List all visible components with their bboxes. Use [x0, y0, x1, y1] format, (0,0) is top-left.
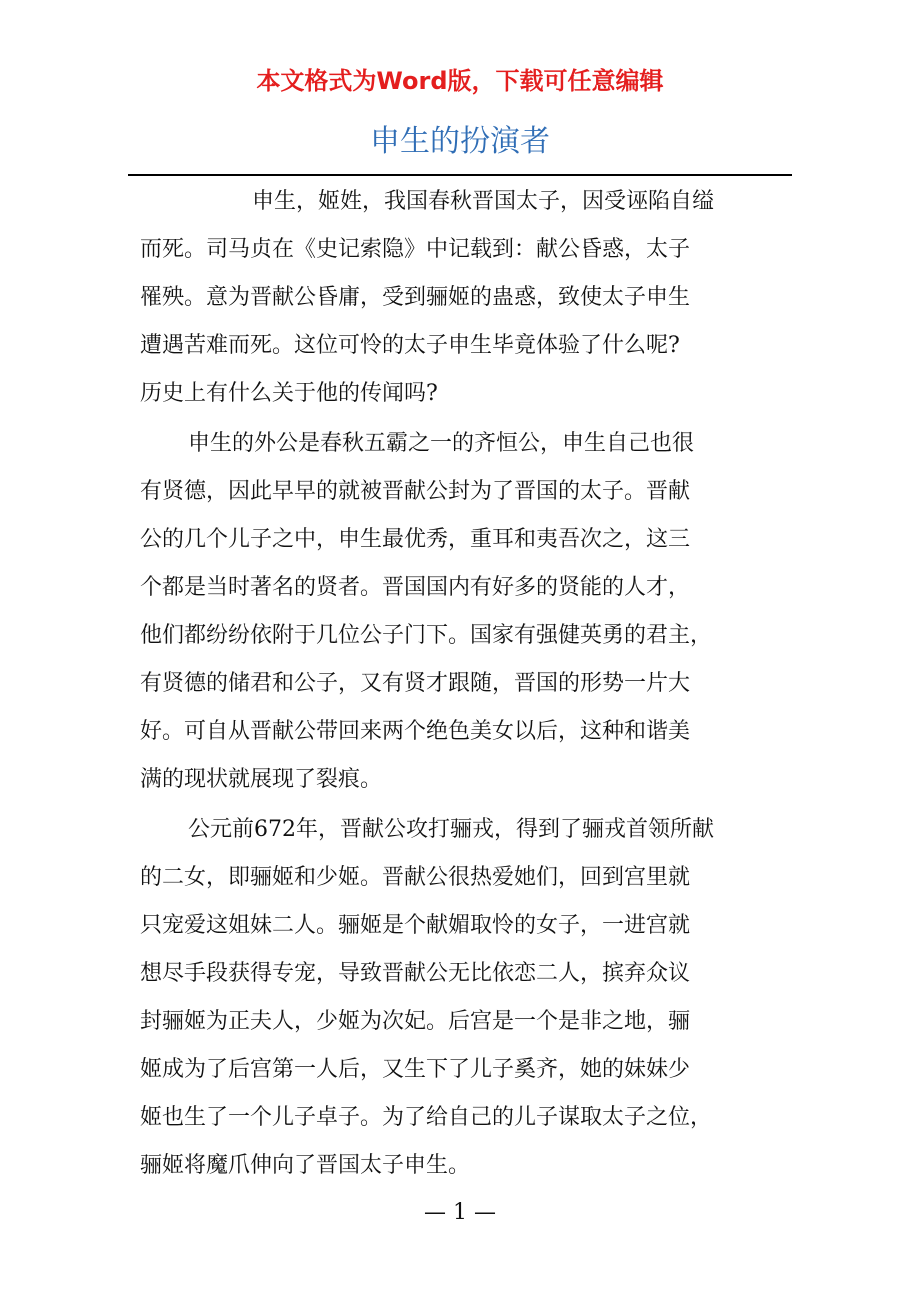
paragraph-line: 申生，姬姓，我国春秋晋国太子，因受诬陷自缢: [252, 189, 715, 214]
paragraph-line: 想尽手段获得专宠，导致晋献公无比依恋二人，摈弃众议: [140, 961, 691, 986]
document-body: [140, 178, 780, 1190]
paragraph-line: 有贤德，因此早早的就被晋献公封为了晋国的太子。晋献: [140, 479, 691, 504]
paragraph-line: 有贤德的储君和公子，又有贤才跟随，晋国的形势一片大: [140, 671, 691, 696]
paragraph-line: 姬也生了一个儿子卓子。为了给自己的儿子谋取太子之位，: [140, 1105, 713, 1130]
paragraph-line: 公的几个儿子之中，申生最优秀，重耳和夷吾次之，这三: [140, 527, 691, 552]
paragraph-line: 个都是当时著名的贤者。晋国国内有好多的贤能的人才，: [140, 575, 691, 600]
paragraph-line: 他们都纷纷依附于几位公子门下。国家有强健英勇的君主，: [140, 623, 713, 648]
paragraph-line: 遭遇苦难而死。这位可怜的太子申生毕竟体验了什么呢?: [140, 333, 680, 358]
paragraph-line: 骊姬将魔爪伸向了晋国太子申生。: [140, 1153, 471, 1178]
paragraph-line: 封骊姬为正夫人，少姬为次妃。后宫是一个是非之地，骊: [140, 1009, 691, 1034]
format-notice-banner: 本文格式为Word版，下载可任意编辑: [256, 67, 664, 95]
document-title: 申生的扮演者: [370, 124, 550, 159]
paragraph-line: 的二女，即骊姬和少姬。晋献公很热爱她们，回到宫里就: [140, 865, 691, 890]
paragraph-3: [140, 806, 780, 1190]
paragraph-1: [140, 178, 780, 418]
paragraph-line: 满的现状就展现了裂痕。: [140, 767, 383, 792]
paragraph-line: 历史上有什么关于他的传闻吗?: [140, 381, 438, 406]
paragraph-line: 申生的外公是春秋五霸之一的齐恒公，申生自己也很: [188, 431, 695, 456]
paragraph-2: [140, 420, 780, 804]
title-underline-divider: [128, 174, 792, 176]
paragraph-line: 公元前672年，晋献公攻打骊戎，得到了骊戎首领所献: [188, 817, 714, 842]
paragraph-line: 好。可自从晋献公带回来两个绝色美女以后，这种和谐美: [140, 719, 691, 744]
paragraph-line: 只宠爱这姐妹二人。骊姬是个献媚取怜的女子，一进宫就: [140, 913, 691, 938]
paragraph-line: 姬成为了后宫第一人后，又生下了儿子奚齐，她的妹妹少: [140, 1057, 691, 1082]
paragraph-line: 罹殃。意为晋献公昏庸，受到骊姬的蛊惑，致使太子申生: [140, 285, 691, 310]
page-number: — 1 —: [424, 1200, 496, 1225]
paragraph-line: 而死。司马贞在《史记索隐》中记载到：献公昏惑，太子: [140, 237, 691, 262]
